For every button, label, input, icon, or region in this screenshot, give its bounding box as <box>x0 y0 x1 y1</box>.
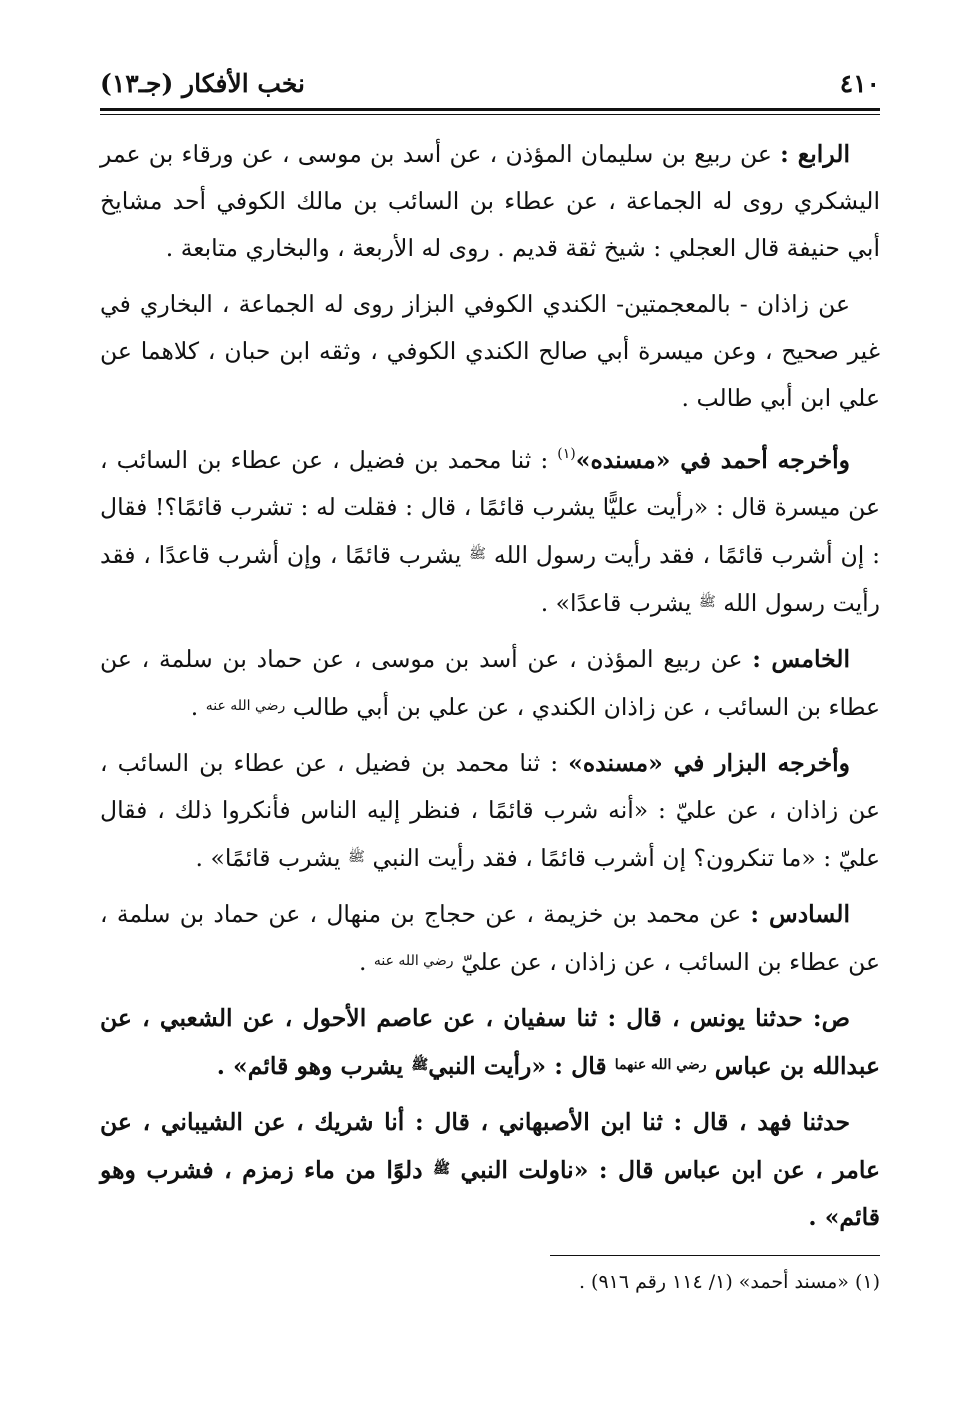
paragraph-text: دلوًا من ماء زمزم ، فشرب وهو قائم» . <box>100 1156 880 1231</box>
paragraph-fourth-chain <box>100 131 880 272</box>
paragraph-text: عن ربيع بن سليمان المؤذن ، عن أسد بن موسى ، عن ورقاء بن عمر اليشكري روى له الجماعة ، عن عطاء بن السائب بن مالك الكوفي أحد مشايخ أبي حنيفة قال العجلي : شيخ ثقة قديم . روى له الأربعة ، والبخاري متابعة . <box>100 140 880 262</box>
footnote-separator <box>550 1255 880 1256</box>
paragraph-text-fahd <box>100 1099 880 1241</box>
paragraph-text: : ثنا محمد بن فضيل ، عن عطاء بن السائب ، عن ميسرة قال : «رأيت عليًّا يشرب قائمًا ، قال : فقلت له : تشرب قائمًا؟! فقال : إن أشرب قائمًا ، فقد رأيت رسول الله <box>100 446 880 569</box>
page-number: ٤١٠ <box>839 69 880 98</box>
paragraph-text: : ثنا محمد بن فضيل ، عن عطاء بن السائب ، عن زاذان ، عن عليّ : «أنه شرب قائمًا ، فنظر إليه الناس فأنكروا ذلك ، فقال عليّ : «ما تنكرون؟ إن أشرب قائمًا ، فقد رأيت النبي <box>100 749 880 872</box>
paragraph-sixth-chain <box>100 891 880 986</box>
honorific-glyph: ﷺ <box>469 546 487 562</box>
paragraph-text: عن محمد بن خزيمة ، عن حجاج بن منهال ، عن حماد بن سلمة ، عن عطاء بن السائب ، عن زاذان ، عن عليّ <box>100 900 880 976</box>
honorific-glyph: رضي الله عنه <box>205 698 286 714</box>
honorific-glyph: ﷺ <box>411 1057 429 1073</box>
paragraph-text: عن ربيع المؤذن ، عن أسد بن موسى ، عن حماد بن سلمة ، عن عطاء بن السائب ، عن زاذان الكندي ، عن علي بن أبي طالب <box>100 645 880 721</box>
section-lead: الخامس : <box>752 645 850 673</box>
paragraph-bazzar-musnad <box>100 740 880 882</box>
paragraph-text: عن زاذان - بالمعجمتين- الكندي الكوفي البزاز روى له الجماعة ، البخاري في غير صحيح ، وعن ميسرة أبي صالح الكندي الكوفي ، وثقه ابن حبان ، كلاهما عن علي ابن أبي طالب . <box>100 290 880 412</box>
honorific-glyph: ﷺ <box>698 594 716 610</box>
paragraph-text: قال : «رأيت النبي <box>428 1052 615 1080</box>
honorific-glyph: رضي الله عنه <box>373 953 454 969</box>
honorific-glyph: ﷺ <box>348 849 365 865</box>
page-body <box>100 131 880 1241</box>
footnote: (١) «مسند أحمد» (١/ ١١٤ رقم ٩١٦) . <box>578 1271 880 1293</box>
section-lead: الرابع : <box>780 140 850 168</box>
section-lead: وأخرجه البزار في «مسنده» <box>568 749 851 777</box>
book-title: نخب الأفكار (جـ١٣) <box>100 69 306 98</box>
paragraph-text: ص: حدثنا يونس ، قال : ثنا سفيان ، عن عاصم الأحول ، عن الشعبي ، عن عبدالله بن عباس <box>100 1004 880 1080</box>
footnote-reference: (١) <box>557 446 576 462</box>
paragraph-fifth-chain <box>100 636 880 731</box>
paragraph-text: حدثنا فهد ، قال : ثنا ابن الأصبهاني ، قال : أنا شريك ، عن الشيباني ، عن عامر ، عن ابن عباس قال : «ناولت النبي <box>100 1108 881 1184</box>
paragraph-text: يشرب قاعدًا» . <box>540 589 699 617</box>
header-rule-thick <box>100 108 880 111</box>
paragraph-text-yunus <box>100 995 880 1090</box>
paragraph-text: . <box>190 693 206 721</box>
honorific-glyph: ﷺ <box>433 1161 451 1177</box>
book-page <box>100 60 880 1302</box>
header-rule-thin <box>100 114 880 115</box>
section-lead: السادس : <box>750 900 850 928</box>
paragraph-text: يشرب قائمًا» . <box>195 844 349 872</box>
paragraph-ahmad-musnad <box>100 431 880 627</box>
paragraph-text: . <box>358 948 374 976</box>
paragraph-text: يشرب وهو قائم» . <box>216 1052 412 1080</box>
section-lead: وأخرجه أحمد في «مسنده» <box>575 446 851 474</box>
paragraph-text: يشرب قائمًا ، وإن أشرب قاعدًا ، فقد رأيت رسول الله <box>100 541 880 617</box>
running-head <box>100 60 880 108</box>
honorific-glyph: رضي الله عنهما <box>614 1057 707 1073</box>
paragraph-zadhan-note <box>100 281 880 422</box>
